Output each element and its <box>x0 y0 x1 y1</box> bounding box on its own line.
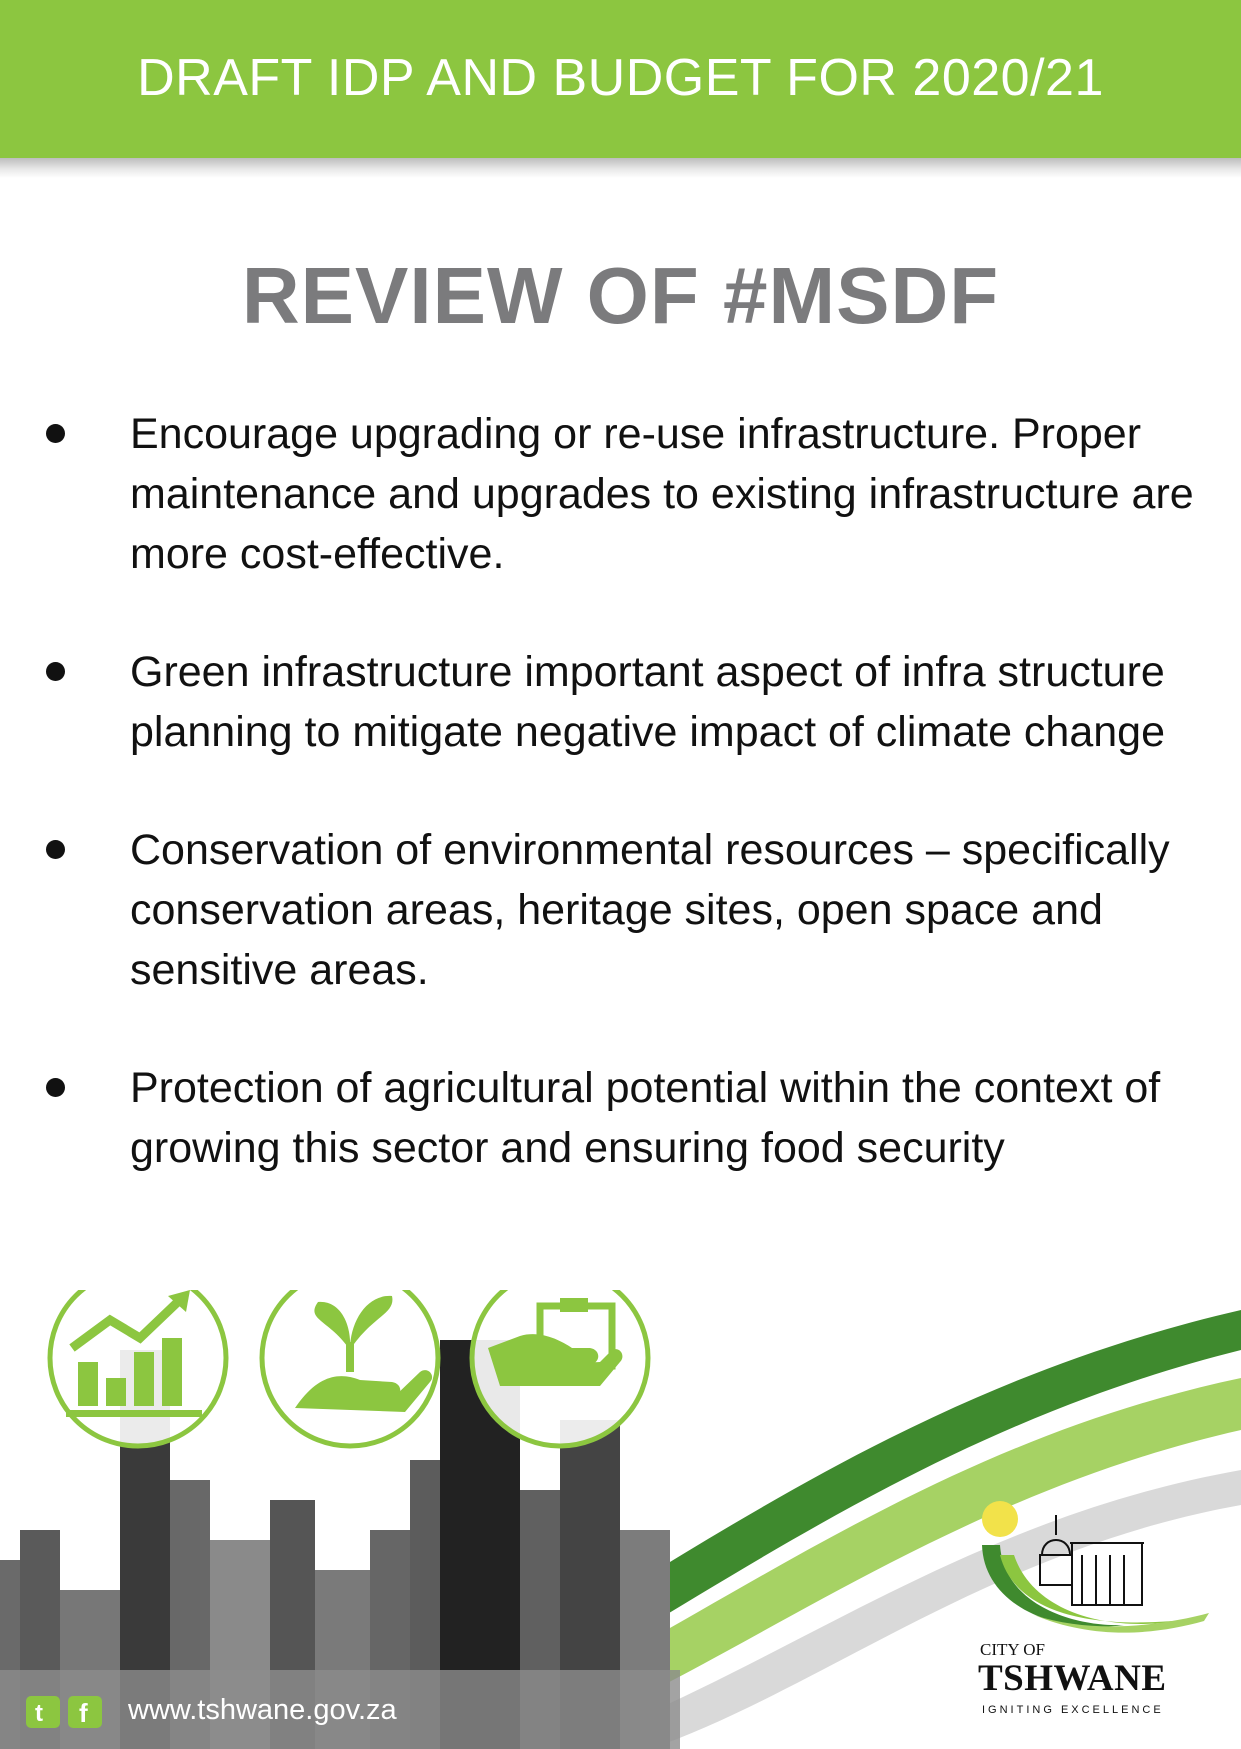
growth-chart-icon <box>50 1290 226 1446</box>
bullet-list <box>46 404 1226 1236</box>
header-bar <box>0 0 1241 158</box>
logo-line1: CITY OF <box>980 1640 1046 1659</box>
svg-text:t: t <box>35 1700 43 1727</box>
list-item-text: Protection of agricultural potential within the context of growing this sector and ensuring food security <box>130 1064 1161 1172</box>
tshwane-logo-emblem <box>974 1495 1214 1640</box>
list-item <box>46 642 1226 762</box>
logo-line2: TSHWANE <box>978 1658 1167 1699</box>
list-item-text: Conservation of environmental resources – specifically conservation areas, heritage sites, open space and sensitive areas. <box>130 826 1170 994</box>
bullet-icon <box>46 424 65 443</box>
list-item <box>46 820 1226 1000</box>
twitter-icon[interactable] <box>26 1696 60 1728</box>
list-item <box>46 1058 1226 1178</box>
sun-icon <box>982 1501 1018 1537</box>
facebook-icon[interactable] <box>68 1696 102 1728</box>
website-link[interactable]: www.tshwane.gov.za <box>128 1694 397 1726</box>
bullet-icon <box>46 840 65 859</box>
social-icons <box>26 1694 112 1730</box>
svg-text:f: f <box>79 1698 88 1728</box>
building-icon <box>1040 1515 1144 1605</box>
list-item-text: Green infrastructure important aspect of infra structure planning to mitigate negative impact of climate change <box>130 648 1166 756</box>
plant-in-hand-icon <box>262 1290 438 1446</box>
header-shadow <box>0 158 1241 178</box>
list-item <box>46 404 1226 584</box>
money-in-hand-icon <box>472 1290 648 1446</box>
bullet-icon <box>46 662 65 681</box>
list-item-text: Encourage upgrading or re-use infrastructure. Proper maintenance and upgrades to existing infrastructure are more cost-effective. <box>130 410 1194 578</box>
header-title: DRAFT IDP AND BUDGET FOR 2020/21 <box>137 49 1104 107</box>
bullet-icon <box>46 1078 65 1097</box>
page-title: REVIEW OF #MSDF <box>241 251 1000 340</box>
logo-tagline: IGNITING EXCELLENCE <box>982 1704 1164 1716</box>
